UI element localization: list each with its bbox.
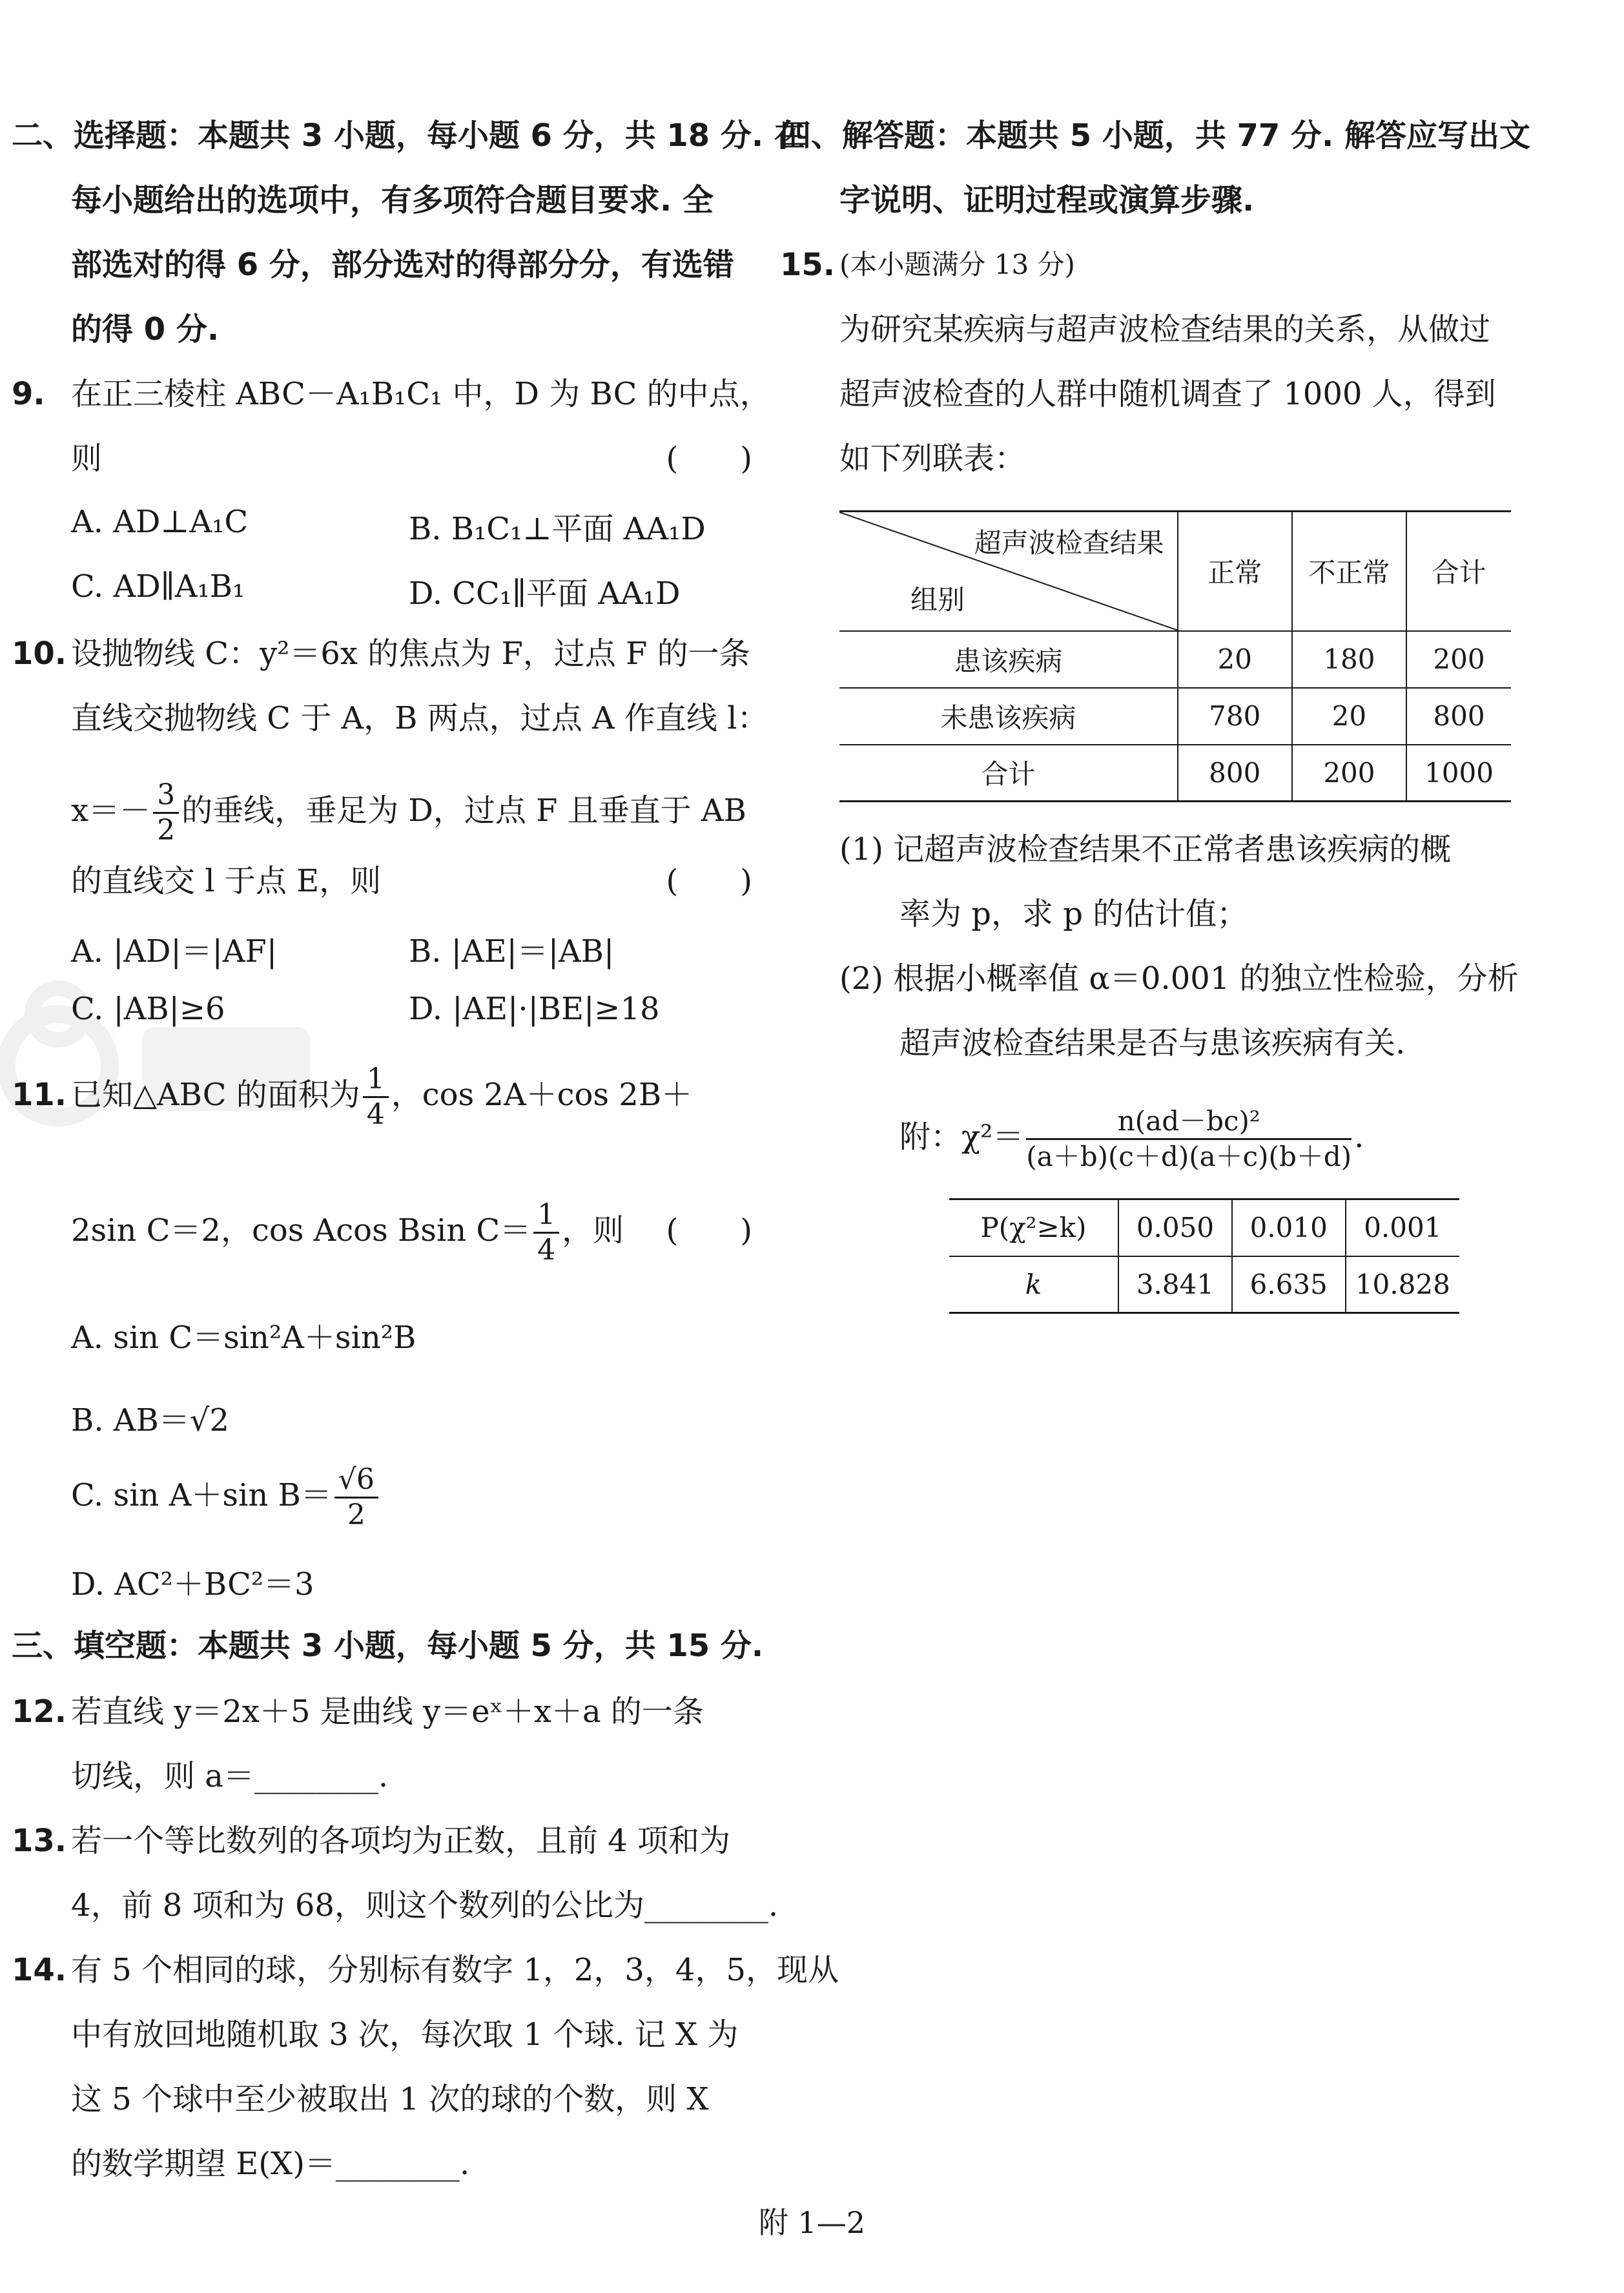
- q10-option-b: B. |AE|＝|AB|: [409, 933, 615, 970]
- cell: 200: [1292, 745, 1406, 802]
- q10-answer-paren: ( ): [666, 863, 752, 899]
- cell: 200: [1406, 631, 1511, 688]
- page-footer: 附 1—2: [758, 2205, 866, 2240]
- row-label: P(χ²≥k): [980, 1212, 1087, 1244]
- q11-option-c-fraction: $\frac{√6}{2}$: [334, 1463, 378, 1532]
- q12-line-2: 切线，则 a＝________.: [71, 1758, 389, 1794]
- q13-line-1: 若一个等比数列的各项均为正数，且前 4 项和为: [71, 1823, 731, 1859]
- sec2-line-3: 部选对的得 6 分，部分选对的得部分分，有选错: [71, 247, 734, 283]
- sec2-line-2: 每小题给出的选项中，有多项符合题目要求. 全: [71, 182, 714, 218]
- q10-option-c: C. |AB|≥6: [71, 991, 225, 1027]
- table-diagonal-header-cell: [839, 512, 1178, 631]
- cell: 10.828: [1346, 1256, 1459, 1313]
- q11-fraction-1: $\frac{1}{4}$: [363, 1063, 389, 1132]
- q10-number: 10.: [12, 636, 67, 672]
- q11-option-b: B. AB＝√2: [71, 1402, 229, 1438]
- diag-top-label: 超声波检查结果: [974, 527, 1164, 559]
- q15-score: (本小题满分 13 分): [839, 249, 1075, 280]
- cell: 780: [1178, 688, 1292, 745]
- table-row: [839, 745, 1511, 802]
- q15-para-1: 为研究某疾病与超声波检查结果的关系，从做过: [839, 311, 1491, 348]
- q10-line-2: 直线交抛物线 C 于 A，B 两点，过点 A 作直线 l：: [71, 700, 768, 736]
- cell: 20: [1292, 688, 1406, 745]
- q11-option-a: A. sin C＝sin²A＋sin²B: [71, 1320, 416, 1356]
- q9-line-1: 在正三棱柱 ABC－A₁B₁C₁ 中，D 为 BC 的中点，: [71, 376, 771, 412]
- q9-answer-paren: ( ): [666, 441, 752, 477]
- sec3-heading: 三、填空题：本题共 3 小题，每小题 5 分，共 15 分.: [12, 1628, 764, 1664]
- sec4-line-2: 字说明、证明过程或演算步骤.: [839, 182, 1255, 218]
- q11-answer-paren: ( ): [666, 1212, 752, 1249]
- table-row: [949, 1199, 1459, 1256]
- q11-line-1: 已知△ABC 的面积为 $\frac{1}{4}$ ，cos 2A＋cos 2B＋: [71, 1063, 693, 1131]
- q13-line-2: 4，前 8 项和为 68，则这个数列的公比为________.: [71, 1887, 779, 1924]
- q14-line-4: 的数学期望 E(X)＝________.: [71, 2146, 470, 2182]
- table-row: [839, 631, 1511, 688]
- q15-sub1-line-2: 率为 p，求 p 的估计值；: [899, 896, 1248, 932]
- header-total: 合计: [1406, 512, 1511, 631]
- q9-option-c: C. AD∥A₁B₁: [71, 568, 245, 605]
- q15-para-3: 如下列联表：: [839, 441, 1026, 477]
- critical-value-table: [949, 1198, 1459, 1314]
- sec2-line-4: 的得 0 分.: [71, 311, 220, 348]
- q9-line-2: 则 ( ): [71, 441, 752, 477]
- contingency-table: [839, 510, 1511, 802]
- chi-square-formula: 附：χ²＝ $\frac{\text{n(ad－bc)²}}{(a+b)(c+d)(a+c)(b+d)}$ .: [899, 1105, 1364, 1172]
- q10-option-d: D. |AE|·|BE|≥18: [409, 991, 660, 1027]
- q10-option-a: A. |AD|＝|AF|: [71, 933, 277, 970]
- q14-line-2: 中有放回地随机取 3 次，每次取 1 个球. 记 X 为: [71, 2017, 739, 2053]
- q15-sub1-line-1: (1) 记超声波检查结果不正常者患该疾病的概: [839, 831, 1452, 867]
- cell: 800: [1178, 745, 1292, 802]
- cell: 6.635: [1232, 1256, 1346, 1313]
- q15-sub2-line-1: (2) 根据小概率值 α＝0.001 的独立性检验，分析: [839, 960, 1519, 997]
- q14-line-3: 这 5 个球中至少被取出 1 次的球的个数，则 X: [71, 2081, 709, 2117]
- table-row: [839, 688, 1511, 745]
- q12-line-1: 若直线 y＝2x＋5 是曲线 y＝eˣ＋x＋a 的一条: [71, 1694, 704, 1730]
- diag-bottom-label: 组别: [910, 583, 965, 616]
- q14-number: 14.: [12, 1952, 67, 1988]
- q9-number: 9.: [12, 376, 45, 412]
- q15-number: 15.: [780, 247, 836, 283]
- row-label: 未患该疾病: [940, 701, 1076, 734]
- q9-option-b: B. B₁C₁⊥平面 AA₁D: [409, 511, 706, 547]
- header-abnormal: 不正常: [1292, 512, 1406, 631]
- q11-number: 11.: [12, 1077, 67, 1113]
- q11-option-d: D. AC²＋BC²＝3: [71, 1566, 314, 1603]
- row-label: k: [1025, 1268, 1042, 1300]
- q11-line-2: 2sin C＝2，cos Acos Bsin C＝ $\frac{1}{4}$ ，则 ( ): [71, 1195, 752, 1266]
- q11-fraction-2: $\frac{1}{4}$: [533, 1198, 559, 1267]
- q10-line-1: 设抛物线 C：y²＝6x 的焦点为 F，过点 F 的一条: [71, 636, 750, 672]
- header-normal: 正常: [1178, 512, 1292, 631]
- q14-line-1: 有 5 个相同的球，分别标有数字 1，2，3，4，5，现从: [71, 1952, 839, 1988]
- q9-option-a: A. AD⊥A₁C: [71, 504, 249, 540]
- sec2-line-1: 二、选择题：本题共 3 小题，每小题 6 分，共 18 分. 在: [12, 118, 805, 154]
- cell: 0.010: [1232, 1199, 1346, 1256]
- q10-fraction: $\frac{3}{2}$: [153, 778, 179, 847]
- q15-para-2: 超声波检查的人群中随机调查了 1000 人，得到: [839, 376, 1496, 412]
- sec4-line-1: 四、解答题：本题共 5 小题，共 77 分. 解答应写出文: [780, 118, 1530, 154]
- cell: 800: [1406, 688, 1511, 745]
- cell: 0.001: [1346, 1199, 1459, 1256]
- q10-line-4: 的直线交 l 于点 E，则 ( ): [71, 863, 752, 899]
- q13-number: 13.: [12, 1823, 67, 1859]
- q15-sub2-line-2: 超声波检查结果是否与患该疾病有关.: [899, 1025, 1406, 1061]
- cell: 3.841: [1118, 1256, 1232, 1313]
- table-row: [949, 1256, 1459, 1313]
- q10-line-3: x＝－ $\frac{3}{2}$ 的垂线，垂足为 D，过点 F 且垂直于 AB: [71, 778, 746, 847]
- q11-option-c: C. sin A＋sin B＝ $\frac{√6}{2}$: [71, 1460, 381, 1531]
- cell: 1000: [1406, 745, 1511, 802]
- cell: 180: [1292, 631, 1406, 688]
- row-label: 患该疾病: [954, 645, 1063, 677]
- chi-square-fraction: $\frac{\text{n(ad－bc)²}}{(a+b)(c+d)(a+c)(b+d)}$: [1026, 1105, 1352, 1172]
- cell: 20: [1178, 631, 1292, 688]
- q9-option-d: D. CC₁∥平面 AA₁D: [409, 576, 681, 612]
- cell: 0.050: [1118, 1199, 1232, 1256]
- q12-number: 12.: [12, 1694, 67, 1730]
- row-label: 合计: [981, 758, 1036, 791]
